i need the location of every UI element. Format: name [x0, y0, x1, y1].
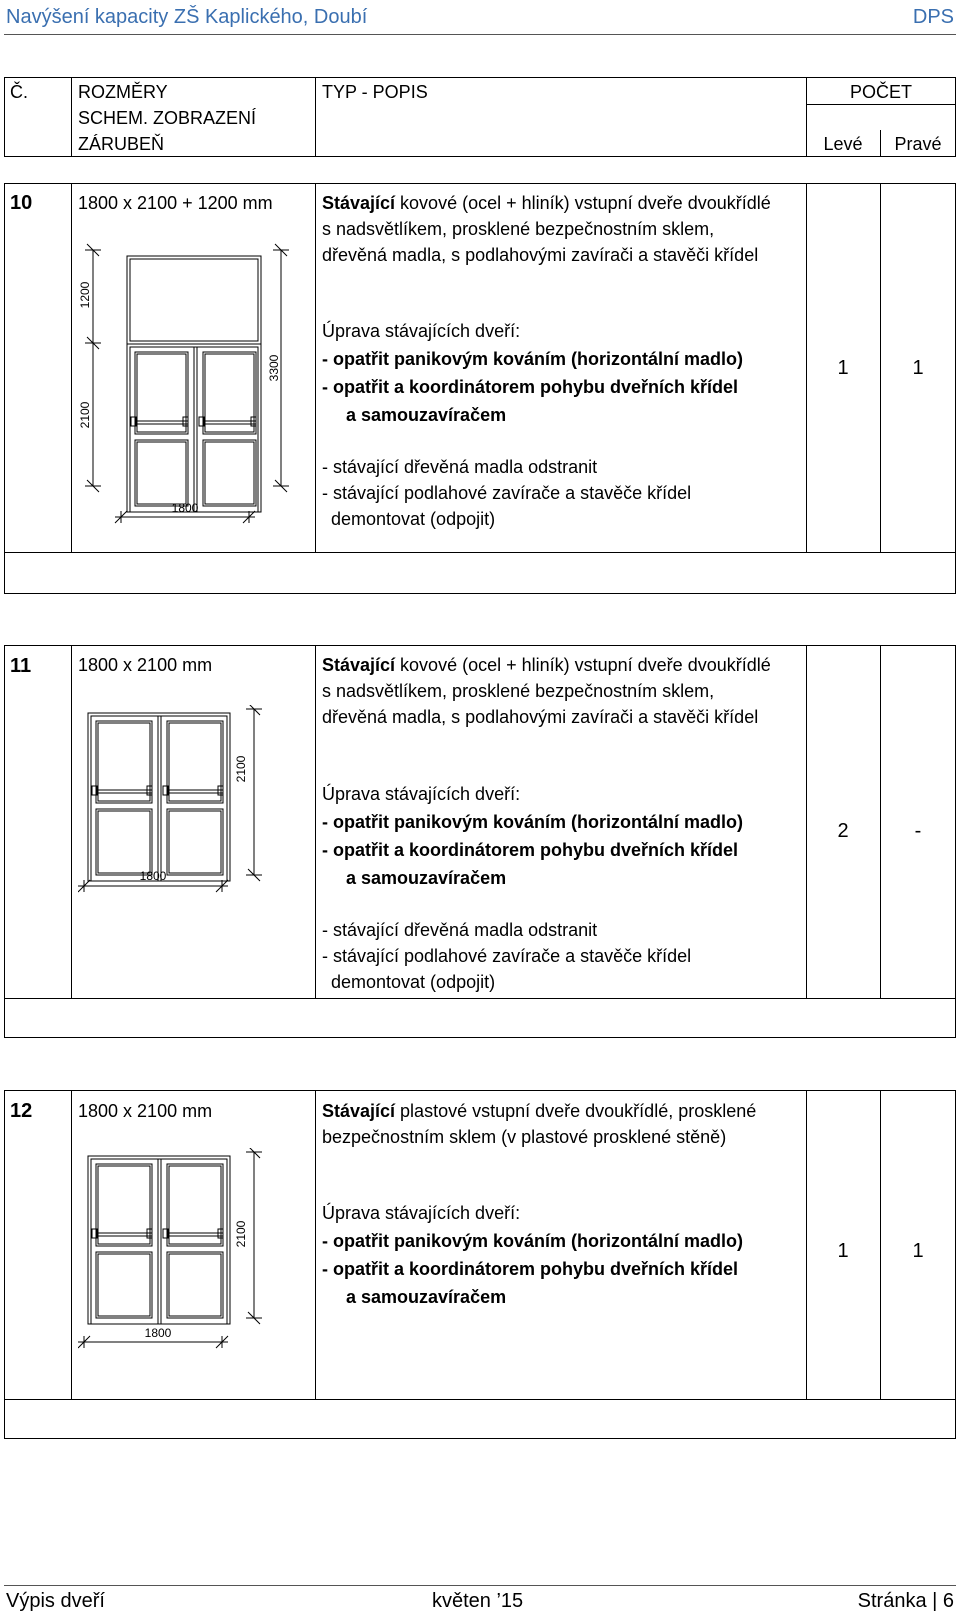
door-number: 11	[10, 655, 32, 677]
description	[322, 1098, 756, 1124]
col-divider	[880, 183, 881, 552]
door-number: 10	[10, 192, 33, 214]
modification-item: a samouzavíračem	[346, 405, 507, 425]
door-schematic	[78, 705, 278, 915]
modification-item: - opatřit panikovým kováním (horizontální madlo)	[322, 812, 744, 832]
phase-label: DPS	[912, 6, 954, 28]
dim-total: 3300	[267, 354, 281, 382]
modification-item: a samouzavíračem	[346, 1287, 507, 1307]
col-divider	[806, 1090, 807, 1399]
description-line: s nadsvětlíkem, prosklené bezpečnostním sklem,	[322, 681, 715, 701]
removal-item: - stávající podlahové zavírače a stavěče křídel	[322, 946, 692, 966]
col-right: Pravé	[894, 134, 942, 154]
footer-date: květen ’15	[432, 1590, 524, 1612]
dim-transom: 1200	[78, 281, 92, 309]
description-line: dřevěná madla, s podlahovými zavírači a stavěči křídel	[322, 245, 759, 265]
removal-item: demontovat (odpojit)	[331, 509, 496, 529]
footer-page: Stránka | 6	[857, 1590, 954, 1612]
head-divider	[315, 77, 316, 157]
col-divider	[315, 1090, 316, 1399]
project-title: Navýšení kapacity ZŠ Kaplického, Doubí	[6, 6, 368, 28]
description	[322, 652, 771, 678]
col-divider	[880, 645, 881, 998]
modification-item: - opatřit panikovým kováním (horizontální madlo)	[322, 1231, 744, 1251]
removal-item: - stávající podlahové zavírače a stavěče křídel	[322, 483, 692, 503]
description-rest: kovové (ocel + hliník) vstupní dveře dvoukřídlé	[395, 655, 771, 675]
description-line: bezpečnostním sklem (v plastové prosklené stěně)	[322, 1127, 727, 1147]
count-right: 1	[912, 1240, 924, 1262]
door-number: 12	[10, 1100, 33, 1122]
dim-height: 2100	[234, 1220, 248, 1248]
modification-item: - opatřit a koordinátorem pohybu dveřních křídel	[322, 377, 739, 397]
header-rule	[4, 34, 956, 35]
description-line: dřevěná madla, s podlahovými zavírači a stavěči křídel	[322, 707, 759, 727]
col-divider	[315, 183, 316, 552]
row-separator	[4, 552, 956, 553]
description-lead: Stávající	[322, 655, 396, 675]
modification-title: Úprava stávajících dveří:	[322, 1203, 521, 1223]
door-schematic	[78, 1148, 278, 1358]
count-right: 1	[912, 357, 924, 379]
count-left: 2	[837, 820, 849, 842]
col-count: POČET	[849, 82, 912, 102]
count-left: 1	[837, 357, 849, 379]
col-divider	[71, 1090, 72, 1399]
col-divider	[806, 183, 807, 552]
removal-item: - stávající dřevěná madla odstranit	[322, 920, 598, 940]
col-type: TYP - POPIS	[322, 82, 428, 102]
modification-item: - opatřit panikovým kováním (horizontální madlo)	[322, 349, 744, 369]
page-header	[6, 6, 954, 30]
door-dimensions: 1800 x 2100 + 1200 mm	[78, 193, 273, 213]
door-dimensions: 1800 x 2100 mm	[78, 655, 213, 675]
row-separator	[4, 1399, 956, 1400]
modification-title: Úprava stávajících dveří:	[322, 321, 521, 341]
description-line: s nadsvětlíkem, prosklené bezpečnostním sklem,	[322, 219, 715, 239]
col-divider	[315, 645, 316, 998]
col-divider	[71, 183, 72, 552]
count-left: 1	[837, 1240, 849, 1262]
col-divider	[71, 645, 72, 998]
modification-title: Úprava stávajících dveří:	[322, 784, 521, 804]
description	[322, 190, 771, 216]
col-no: Č.	[10, 82, 28, 102]
col-dims-2: SCHEM. ZOBRAZENÍ	[78, 108, 257, 128]
removal-item: demontovat (odpojit)	[331, 972, 496, 992]
description-rest: kovové (ocel + hliník) vstupní dveře dvoukřídlé	[395, 193, 771, 213]
dim-width: 1800	[139, 869, 167, 883]
footer-rule	[4, 1585, 956, 1586]
footer-doc: Výpis dveří	[6, 1590, 105, 1612]
col-divider	[806, 645, 807, 998]
removal-item: - stávající dřevěná madla odstranit	[322, 457, 598, 477]
door-dimensions: 1800 x 2100 mm	[78, 1101, 213, 1121]
dim-height: 2100	[234, 755, 248, 783]
description-rest: plastové vstupní dveře dvoukřídlé, prosklené	[395, 1101, 757, 1121]
modification-item: - opatřit a koordinátorem pohybu dveřních křídel	[322, 1259, 739, 1279]
col-left: Levé	[823, 134, 863, 154]
modification-item: a samouzavíračem	[346, 868, 507, 888]
col-dims-3: ZÁRUBEŇ	[78, 134, 165, 154]
row-separator	[4, 998, 956, 999]
description-lead: Stávající	[322, 193, 396, 213]
dim-width: 1800	[144, 1326, 172, 1340]
dim-width: 1800	[171, 501, 199, 515]
door-schematic	[75, 240, 311, 545]
col-divider	[880, 1090, 881, 1399]
count-right: -	[914, 820, 922, 842]
col-dims-1: ROZMĚRY	[78, 82, 168, 102]
modification-item: - opatřit a koordinátorem pohybu dveřních křídel	[322, 840, 739, 860]
head-divider	[71, 77, 72, 157]
description-lead: Stávající	[322, 1101, 396, 1121]
dim-height: 2100	[78, 401, 92, 429]
